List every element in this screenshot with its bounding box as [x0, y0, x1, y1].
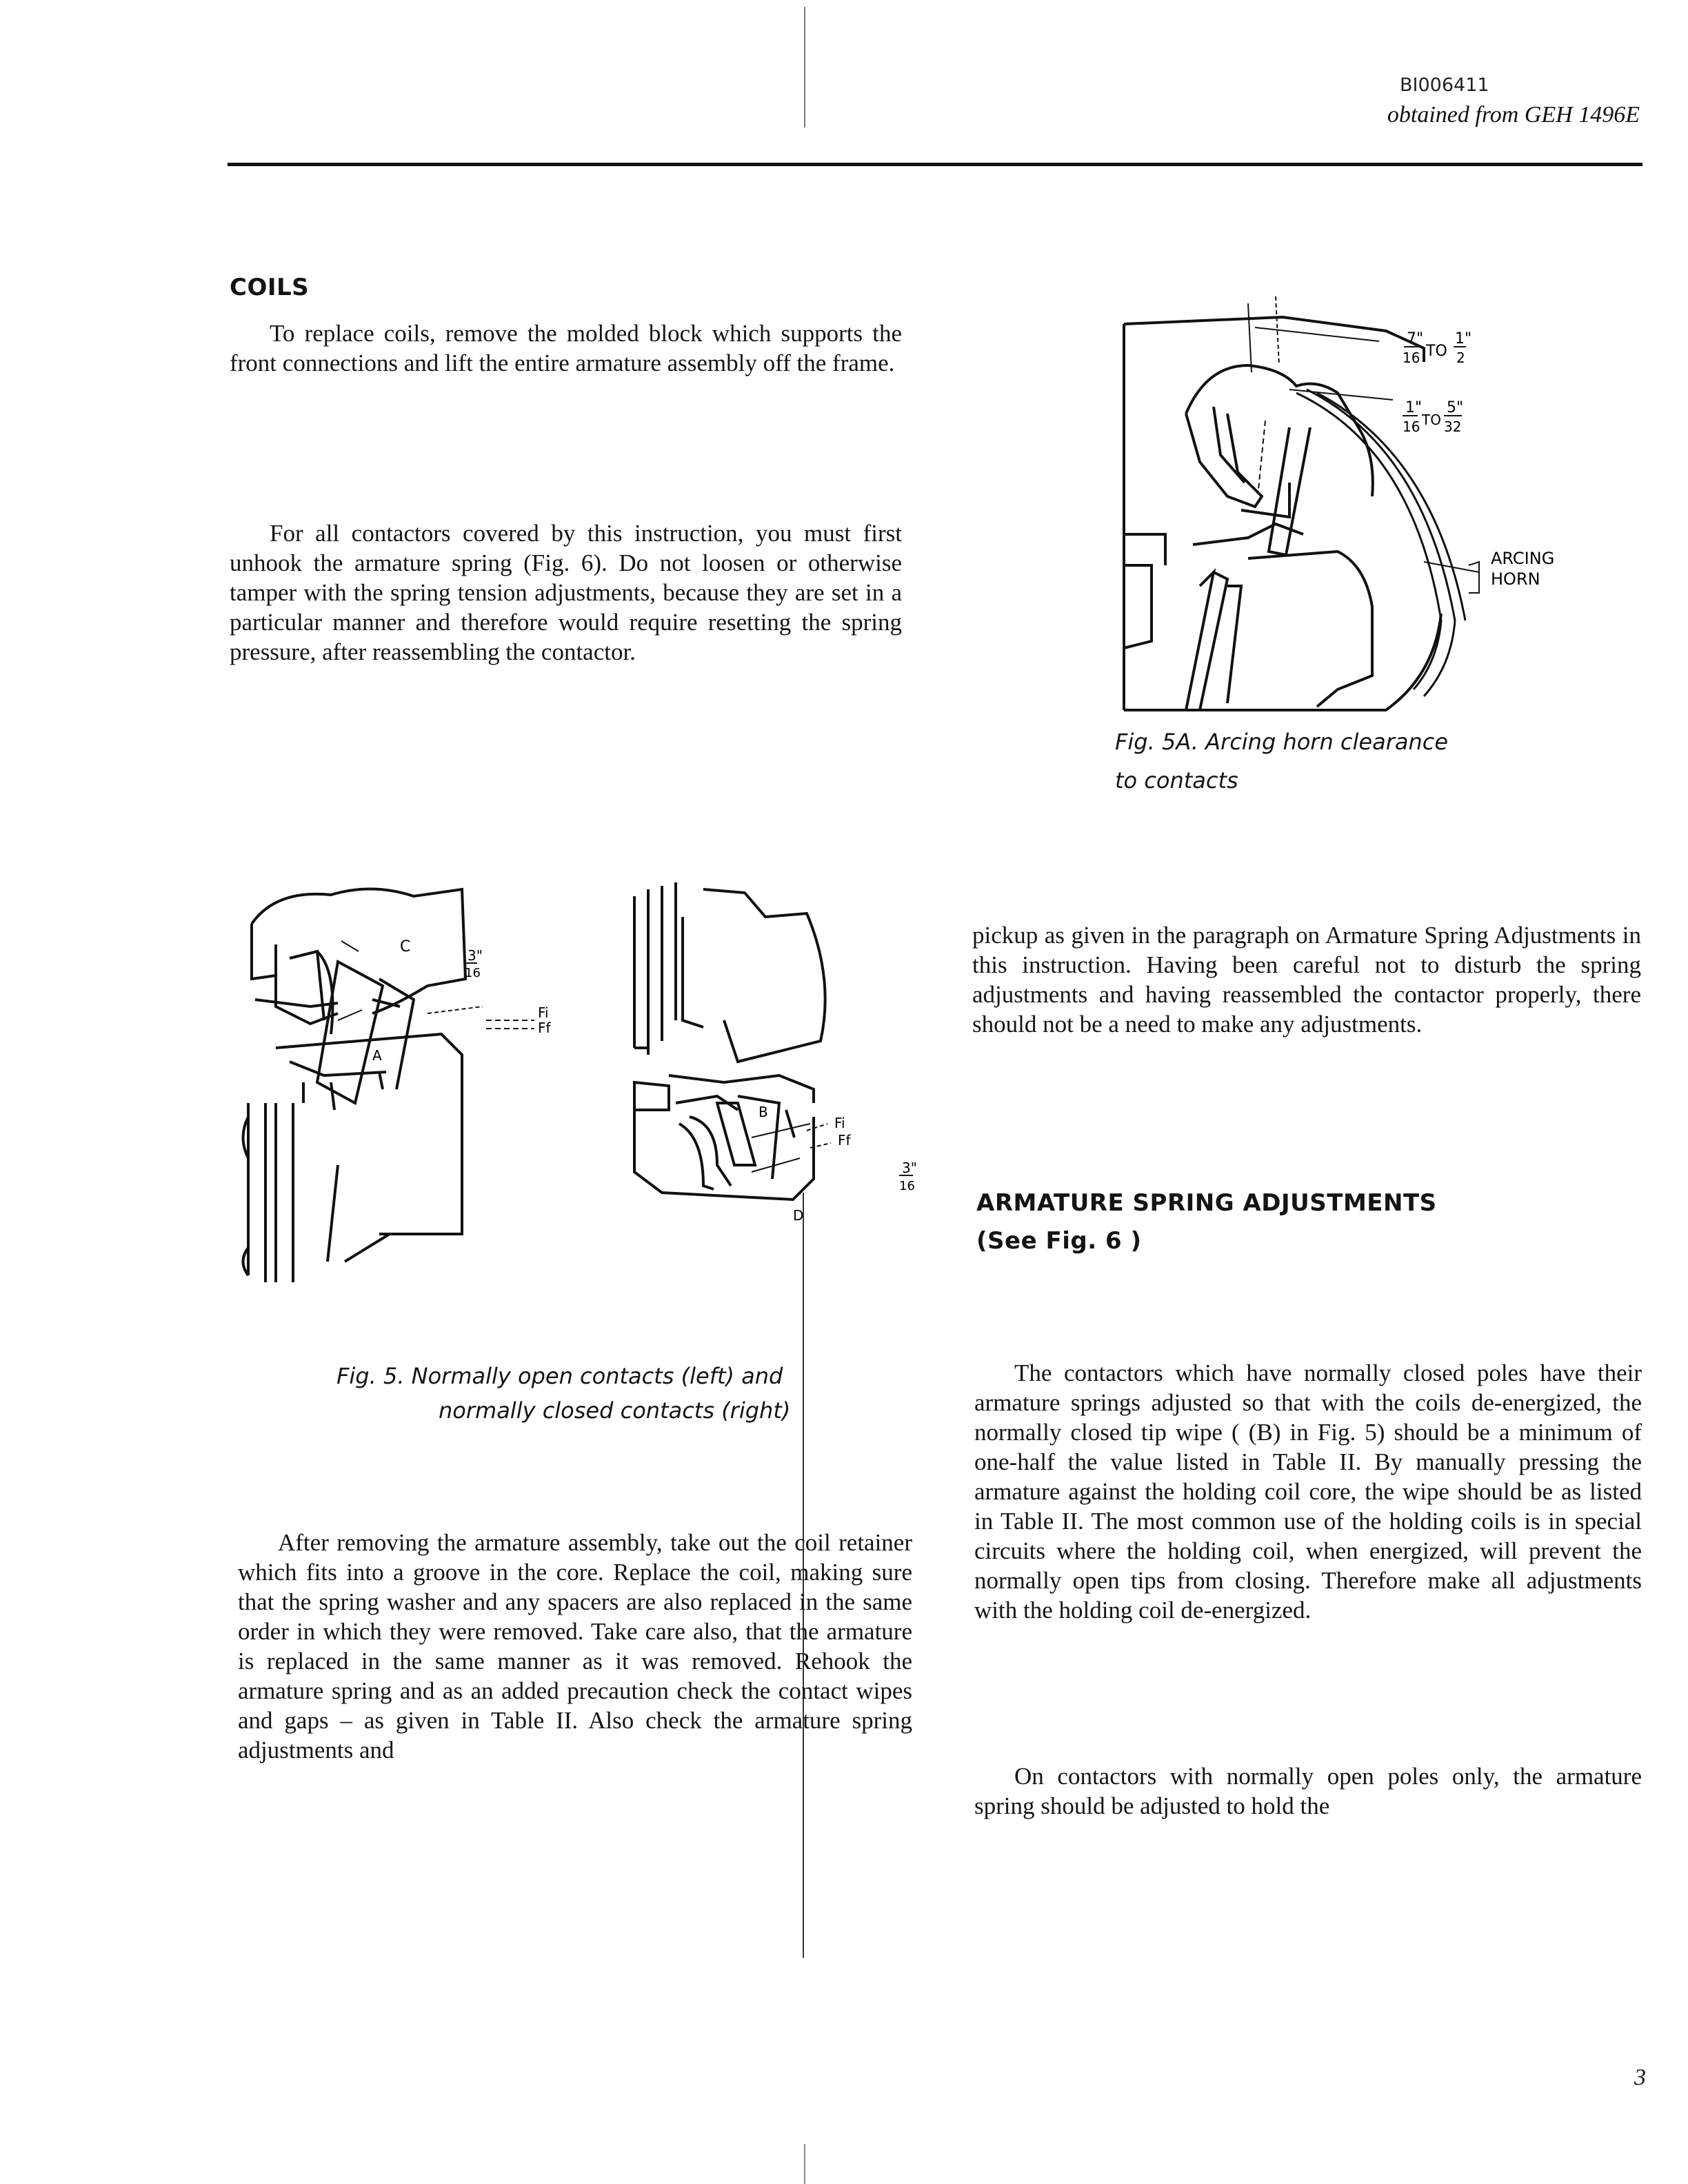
fig5-right-drawing [614, 876, 931, 1262]
right-dim-den: 16 [899, 1179, 915, 1193]
coils-paragraph-2: For all contactors covered by this instruction, you must first unhook the armature spring (Fig. 6). Do not loosen or otherwise tamper with the spring tension adjustments, because they are set in a particular manner and therefore would require resetting the spring pressure, after reassembling the contactor. [230, 520, 902, 665]
dim2-label [1403, 399, 1463, 435]
coils-paragraph-1: To replace coils, remove the molded block which supports the front connections and lift the entire armature assembly off the frame. [230, 320, 902, 376]
left-label-fi: Fi [538, 1004, 549, 1021]
dim1-num: 7" [1407, 330, 1424, 347]
after-removing-paragraph: After removing the armature assembly, take out the coil retainer which fits into a groove in the core. Replace the coil, making sure that the spring washer and any spacers are also replaced in the same order in which they were removed. Take care also, that the armature is replaced in the same manner as it was removed. Rehook the armature spring and as an added precaution check the contact wipes and gaps – as given in Table II. Also check the armature spring adjustments and [238, 1529, 912, 1763]
arcing-label: ARCING [1491, 549, 1555, 568]
dim2-to: TO [1422, 412, 1441, 428]
right-label-fi: Fi [834, 1115, 845, 1131]
contactors-paragraph: The contactors which have normally closed poles have their armature springs adjusted so that with the coils de-energized, the normally closed tip wipe ( (B) in Fig. 5) should be a minimum of one-half the value listed in Table II. By manually pressing the armature against the holding coil core, the wipe should be as listed in Table II. The most common use of the holding coils is in special circuits where the holding coil, when energized, will prevent the normally open tips from closing. Therefore make all adjustments with the holding coil de-energized. [974, 1359, 1642, 1624]
scan-line-bottom [804, 2144, 805, 2184]
fig5-caption-line1: Fig. 5. Normally open contacts (left) and [336, 1363, 783, 1389]
header-rule [228, 163, 1642, 166]
fig5a-caption-line1: Fig. 5A. Arcing horn clearance [1115, 729, 1449, 755]
left-label-ff: Ff [538, 1020, 551, 1036]
source-note: obtained from GEH 1496E [1387, 102, 1640, 128]
right-dim-num: 3" [902, 1160, 917, 1176]
coils-heading: COILS [230, 274, 310, 301]
see-fig-6-subheading: (See Fig. 6 ) [976, 1227, 1142, 1255]
dim2-end-den: 32 [1444, 418, 1462, 435]
scan-line-top [804, 7, 805, 128]
open-poles-paragraph: On contactors with normally open poles only, the armature spring should be adjusted to hold the [974, 1763, 1642, 1819]
fig5-caption-line2: normally closed contacts (right) [439, 1397, 791, 1424]
pickup-paragraph: pickup as given in the paragraph on Armature Spring Adjustments in this instruction. Having been careful not to disturb the spring adjustments and having reassembled the contactor properly, there should not be a need to make any adjustments. [972, 922, 1641, 1038]
dim1-end-num: 1" [1455, 330, 1472, 347]
fig5a-caption-line2: to contacts [1115, 767, 1238, 793]
dim1-end-den: 2 [1456, 350, 1465, 366]
right-label-ff: Ff [838, 1132, 851, 1149]
label-a: A [372, 1047, 382, 1064]
fig5a-drawing [1110, 290, 1593, 717]
fig5-left-drawing [234, 876, 579, 1296]
dim1-den: 16 [1403, 350, 1420, 366]
label-b: B [758, 1104, 768, 1120]
dim1-to: TO [1426, 343, 1447, 360]
left-dim-num: 3" [468, 947, 483, 964]
dim2-num: 1" [1405, 399, 1423, 416]
dim1-label [1403, 330, 1471, 366]
label-d: D [793, 1207, 804, 1224]
left-dim-den: 16 [465, 966, 481, 980]
dim2-den: 16 [1403, 418, 1420, 435]
document-id: BI006411 [1400, 74, 1489, 96]
armature-spring-heading: ARMATURE SPRING ADJUSTMENTS [976, 1189, 1437, 1217]
page-number: 3 [1634, 2065, 1646, 2090]
dim2-end-num: 5" [1447, 399, 1464, 416]
horn-label: HORN [1491, 569, 1540, 589]
label-c: C [400, 938, 411, 956]
